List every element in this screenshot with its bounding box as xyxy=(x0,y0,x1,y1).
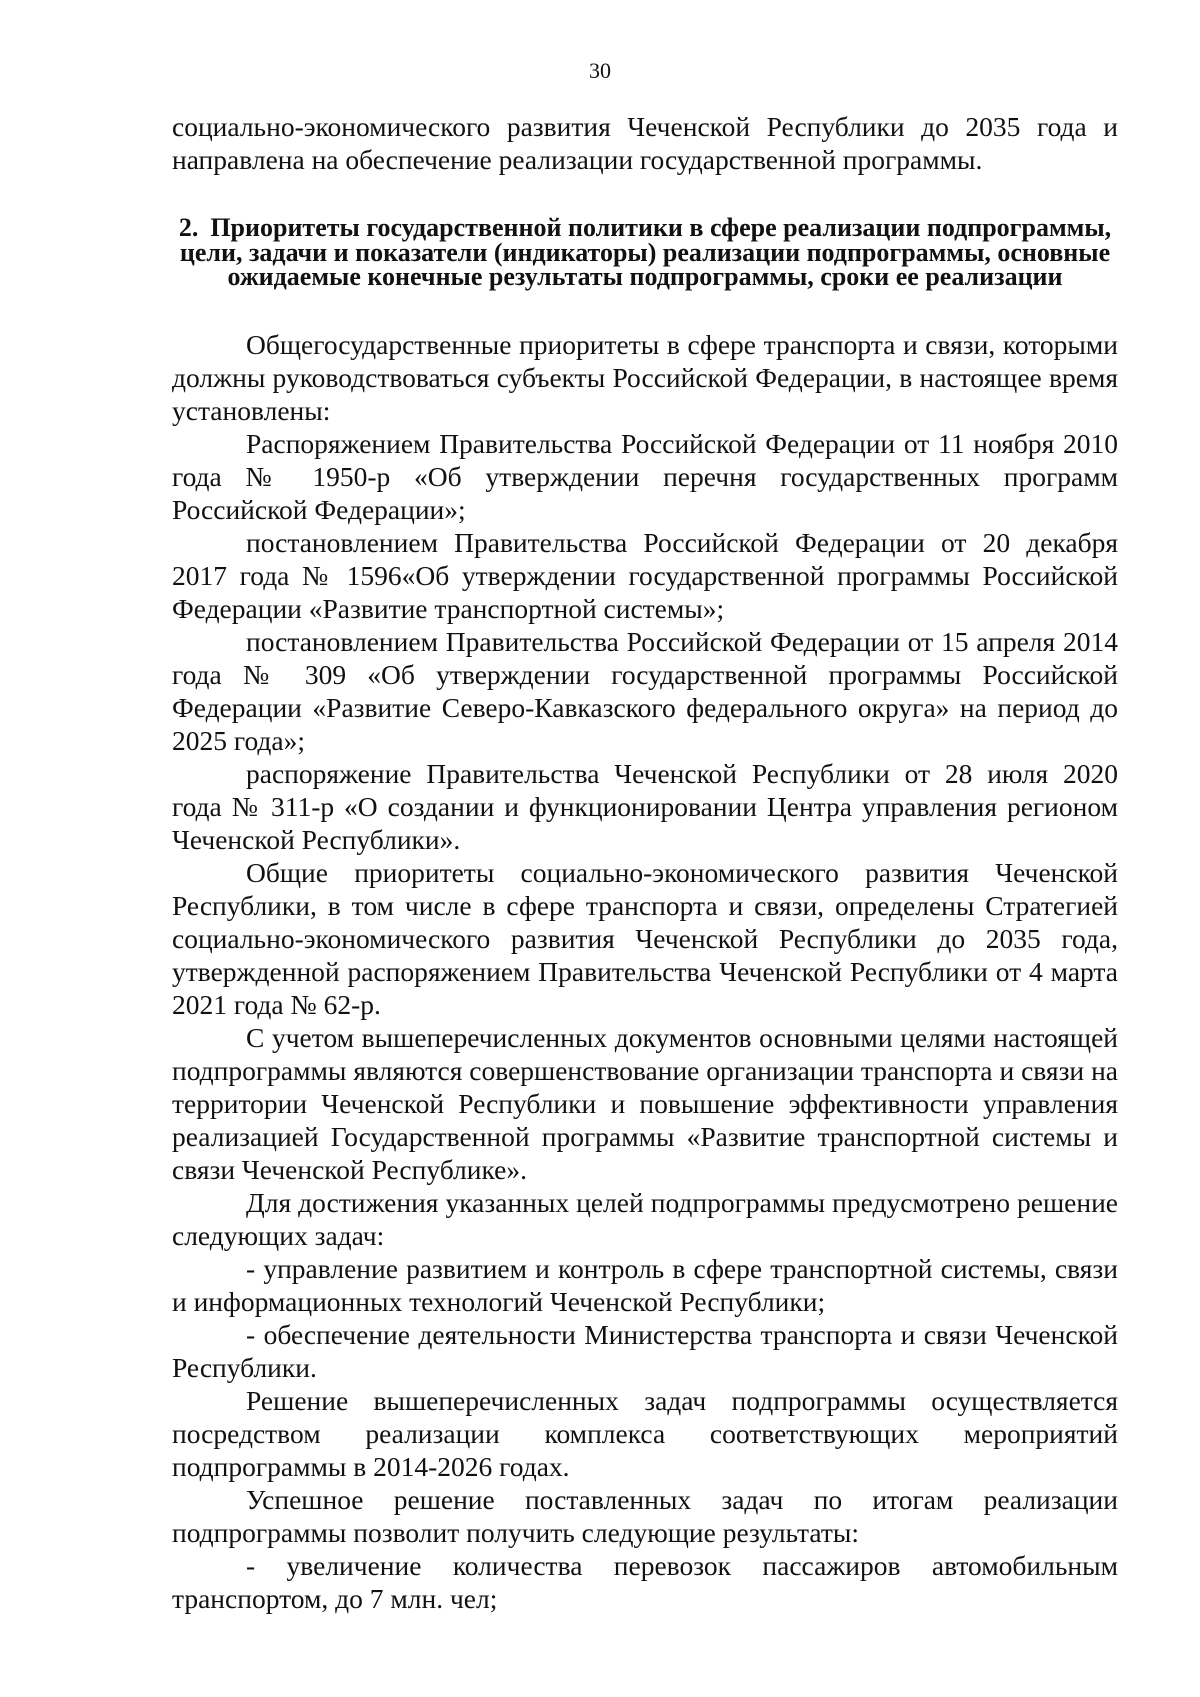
paragraph-resolution-1596: постановлением Правительства Российской Федерации от 20 декабря 2017 года № 1596«Об утверждении государственной программы Российской Федерации «Развитие транспортной системы»; xyxy=(172,526,1118,624)
paragraph-resolution-309: постановлением Правительства Российской Федерации от 15 апреля 2014 года № 309 «Об утверждении государственной программы Российской Федерации «Развитие Северо-Кавказского федерального округа» на период до 2025 года»; xyxy=(172,625,1118,756)
paragraph-strategy: Общие приоритеты социально-экономического развития Чеченской Республики, в том числе в сфере транспорта и связи, определены Стратегией социально-экономического развития Чеченской Республики до 2035 года, утвержденной распоряжением Правительства Чеченской Республики от 4 марта 2021 года № 62-р. xyxy=(172,856,1118,1020)
paragraph-tasks-intro: Для достижения указанных целей подпрограммы предусмотрено решение следующих задач: xyxy=(172,1186,1118,1251)
list-item-task-1: - управление развитием и контроль в сфере транспортной системы, связи и информационных технологий Чеченской Республики; xyxy=(172,1252,1118,1317)
paragraph-priorities: Общегосударственные приоритеты в сфере транспорта и связи, которыми должны руководствоваться субъекты Российской Федерации, в настоящее время установлены: xyxy=(172,328,1118,426)
paragraph-goals: С учетом вышеперечисленных документов основными целями настоящей подпрограммы являются совершенствование организации транспорта и связи на территории Чеченской Республики и повышение эффективности управления реализацией Государственной программы «Развитие транспортной системы и связи Чеченской Республике». xyxy=(172,1021,1118,1185)
section-heading-text: Приоритеты государственной политики в сфере реализации подпрограммы, цели, задачи и показатели (индикаторы) реализации подпрограммы, основные ожидаемые конечные результаты подпрограммы, сроки ее реализации xyxy=(179,213,1112,291)
paragraph-implementation: Решение вышеперечисленных задач подпрограммы осуществляется посредством реализации комплекса соответствующих мероприятий подпрограммы в 2014-2026 годах. xyxy=(172,1384,1118,1482)
paragraph-order-1950: Распоряжением Правительства Российской Федерации от 11 ноября 2010 года № 1950-р «Об утверждении перечня государственных программ Российской Федерации»; xyxy=(172,427,1118,525)
section-heading xyxy=(172,213,1118,291)
page-number: 30 xyxy=(589,58,611,83)
list-item-task-2: - обеспечение деятельности Министерства транспорта и связи Чеченской Республики. xyxy=(172,1318,1118,1383)
paragraph-results-intro: Успешное решение поставленных задач по итогам реализации подпрограммы позволит получить следующие результаты: xyxy=(172,1483,1118,1548)
document-body xyxy=(172,110,1118,1615)
intro-paragraph: социально-экономического развития Чеченской Республики до 2035 года и направлена на обеспечение реализации государственной программы. xyxy=(172,111,1118,175)
section-heading-number: 2. xyxy=(178,213,199,242)
list-item-result-1: - увеличение количества перевозок пассажиров автомобильным транспортом, до 7 млн. чел; xyxy=(172,1549,1118,1614)
paragraph-order-311: распоряжение Правительства Чеченской Республики от 28 июля 2020 года № 311-р «О создании и функционировании Центра управления регионом Чеченской Республики». xyxy=(172,757,1118,855)
